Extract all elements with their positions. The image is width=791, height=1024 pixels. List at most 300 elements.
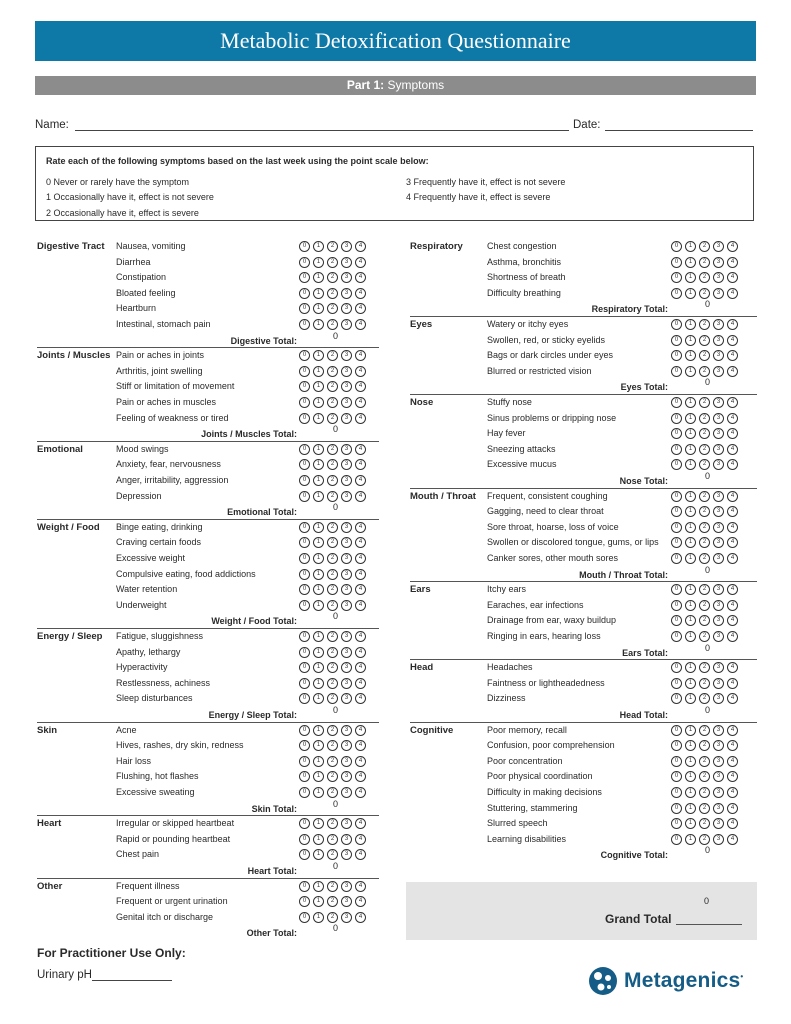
rating-option-2[interactable]: 2 [699,740,710,751]
rating-option-1[interactable]: 1 [313,647,324,658]
rating-option-2[interactable]: 2 [327,756,338,767]
rating-option-1[interactable]: 1 [313,662,324,673]
rating-option-4[interactable]: 4 [727,600,738,611]
rating-option-1[interactable]: 1 [313,350,324,361]
rating-option-4[interactable]: 4 [355,459,366,470]
rating-option-0[interactable]: 0 [299,725,310,736]
rating-option-4[interactable]: 4 [355,319,366,330]
rating-option-3[interactable]: 3 [713,553,724,564]
rating-option-4[interactable]: 4 [727,693,738,704]
rating-option-2[interactable]: 2 [699,537,710,548]
rating-option-1[interactable]: 1 [685,537,696,548]
rating-option-4[interactable]: 4 [727,335,738,346]
rating-option-1[interactable]: 1 [313,303,324,314]
rating-option-2[interactable]: 2 [699,272,710,283]
rating-option-2[interactable]: 2 [699,241,710,252]
rating-option-3[interactable]: 3 [341,569,352,580]
rating-option-1[interactable]: 1 [685,584,696,595]
rating-option-0[interactable]: 0 [671,428,682,439]
rating-option-4[interactable]: 4 [355,257,366,268]
rating-option-3[interactable]: 3 [713,725,724,736]
rating-option-1[interactable]: 1 [685,553,696,564]
rating-option-4[interactable]: 4 [727,459,738,470]
rating-option-0[interactable]: 0 [299,397,310,408]
rating-option-3[interactable]: 3 [341,319,352,330]
rating-option-1[interactable]: 1 [685,600,696,611]
rating-option-2[interactable]: 2 [699,257,710,268]
rating-option-0[interactable]: 0 [671,553,682,564]
rating-option-2[interactable]: 2 [327,693,338,704]
rating-option-2[interactable]: 2 [327,537,338,548]
rating-option-1[interactable]: 1 [685,366,696,377]
rating-option-3[interactable]: 3 [713,428,724,439]
rating-option-1[interactable]: 1 [685,319,696,330]
rating-option-3[interactable]: 3 [341,849,352,860]
rating-option-4[interactable]: 4 [727,771,738,782]
rating-option-3[interactable]: 3 [341,787,352,798]
rating-option-4[interactable]: 4 [355,241,366,252]
rating-option-4[interactable]: 4 [355,631,366,642]
rating-option-1[interactable]: 1 [313,475,324,486]
rating-option-4[interactable]: 4 [727,818,738,829]
rating-option-0[interactable]: 0 [671,319,682,330]
rating-option-2[interactable]: 2 [327,584,338,595]
rating-option-2[interactable]: 2 [327,475,338,486]
rating-option-4[interactable]: 4 [355,288,366,299]
rating-option-2[interactable]: 2 [327,569,338,580]
rating-option-0[interactable]: 0 [671,740,682,751]
rating-option-1[interactable]: 1 [685,257,696,268]
rating-option-0[interactable]: 0 [299,834,310,845]
rating-option-3[interactable]: 3 [341,662,352,673]
rating-option-4[interactable]: 4 [727,584,738,595]
rating-option-3[interactable]: 3 [713,335,724,346]
rating-option-1[interactable]: 1 [685,506,696,517]
rating-option-2[interactable]: 2 [699,725,710,736]
rating-option-0[interactable]: 0 [671,818,682,829]
rating-option-4[interactable]: 4 [727,787,738,798]
rating-option-2[interactable]: 2 [327,725,338,736]
rating-option-4[interactable]: 4 [355,896,366,907]
rating-option-3[interactable]: 3 [341,600,352,611]
rating-option-3[interactable]: 3 [713,257,724,268]
rating-option-1[interactable]: 1 [313,834,324,845]
rating-option-4[interactable]: 4 [355,787,366,798]
rating-option-2[interactable]: 2 [699,615,710,626]
rating-option-3[interactable]: 3 [341,475,352,486]
rating-option-3[interactable]: 3 [341,881,352,892]
rating-option-2[interactable]: 2 [327,491,338,502]
rating-option-1[interactable]: 1 [313,366,324,377]
rating-option-2[interactable]: 2 [699,631,710,642]
rating-option-1[interactable]: 1 [313,444,324,455]
rating-option-3[interactable]: 3 [341,491,352,502]
rating-option-3[interactable]: 3 [713,803,724,814]
rating-option-4[interactable]: 4 [727,397,738,408]
rating-option-1[interactable]: 1 [313,569,324,580]
rating-option-2[interactable]: 2 [699,803,710,814]
rating-option-3[interactable]: 3 [341,678,352,689]
rating-option-3[interactable]: 3 [713,584,724,595]
rating-option-0[interactable]: 0 [299,366,310,377]
rating-option-4[interactable]: 4 [355,444,366,455]
rating-option-3[interactable]: 3 [341,366,352,377]
rating-option-0[interactable]: 0 [299,553,310,564]
rating-option-4[interactable]: 4 [355,350,366,361]
rating-option-1[interactable]: 1 [313,771,324,782]
rating-option-2[interactable]: 2 [327,818,338,829]
rating-option-3[interactable]: 3 [341,397,352,408]
rating-option-0[interactable]: 0 [299,849,310,860]
rating-option-0[interactable]: 0 [299,459,310,470]
rating-option-4[interactable]: 4 [727,288,738,299]
rating-option-0[interactable]: 0 [299,818,310,829]
rating-option-2[interactable]: 2 [327,257,338,268]
rating-option-0[interactable]: 0 [299,787,310,798]
rating-option-1[interactable]: 1 [313,740,324,751]
rating-option-2[interactable]: 2 [699,397,710,408]
rating-option-2[interactable]: 2 [327,366,338,377]
rating-option-0[interactable]: 0 [671,272,682,283]
rating-option-4[interactable]: 4 [355,366,366,377]
rating-option-4[interactable]: 4 [727,241,738,252]
rating-option-2[interactable]: 2 [699,834,710,845]
rating-option-2[interactable]: 2 [699,506,710,517]
rating-option-0[interactable]: 0 [671,444,682,455]
rating-option-2[interactable]: 2 [699,366,710,377]
rating-option-4[interactable]: 4 [355,647,366,658]
rating-option-2[interactable]: 2 [327,849,338,860]
rating-option-3[interactable]: 3 [341,413,352,424]
rating-option-2[interactable]: 2 [327,600,338,611]
rating-option-0[interactable]: 0 [671,584,682,595]
rating-option-2[interactable]: 2 [327,740,338,751]
rating-option-4[interactable]: 4 [355,693,366,704]
rating-option-2[interactable]: 2 [699,428,710,439]
rating-option-0[interactable]: 0 [671,631,682,642]
rating-option-3[interactable]: 3 [341,771,352,782]
rating-option-3[interactable]: 3 [713,506,724,517]
rating-option-0[interactable]: 0 [299,444,310,455]
rating-option-0[interactable]: 0 [671,413,682,424]
urinary-ph-field[interactable] [92,980,172,981]
rating-option-2[interactable]: 2 [327,631,338,642]
rating-option-4[interactable]: 4 [727,740,738,751]
rating-option-4[interactable]: 4 [727,537,738,548]
rating-option-2[interactable]: 2 [327,834,338,845]
rating-option-3[interactable]: 3 [713,834,724,845]
rating-option-1[interactable]: 1 [313,459,324,470]
rating-option-2[interactable]: 2 [327,553,338,564]
rating-option-3[interactable]: 3 [713,756,724,767]
rating-option-4[interactable]: 4 [727,834,738,845]
rating-option-2[interactable]: 2 [327,678,338,689]
rating-option-0[interactable]: 0 [299,647,310,658]
rating-option-0[interactable]: 0 [299,350,310,361]
rating-option-2[interactable]: 2 [699,756,710,767]
rating-option-1[interactable]: 1 [313,678,324,689]
rating-option-3[interactable]: 3 [341,584,352,595]
rating-option-1[interactable]: 1 [685,740,696,751]
rating-option-1[interactable]: 1 [313,600,324,611]
rating-option-1[interactable]: 1 [313,912,324,923]
rating-option-2[interactable]: 2 [327,319,338,330]
rating-option-4[interactable]: 4 [355,881,366,892]
rating-option-3[interactable]: 3 [341,241,352,252]
rating-option-4[interactable]: 4 [727,725,738,736]
rating-option-0[interactable]: 0 [671,615,682,626]
rating-option-3[interactable]: 3 [713,740,724,751]
rating-option-1[interactable]: 1 [313,787,324,798]
rating-option-1[interactable]: 1 [313,896,324,907]
rating-option-0[interactable]: 0 [299,303,310,314]
rating-option-0[interactable]: 0 [671,506,682,517]
rating-option-4[interactable]: 4 [355,725,366,736]
rating-option-3[interactable]: 3 [713,631,724,642]
rating-option-4[interactable]: 4 [355,522,366,533]
grand-total-field[interactable] [676,924,742,925]
rating-option-1[interactable]: 1 [685,725,696,736]
rating-option-1[interactable]: 1 [313,397,324,408]
rating-option-1[interactable]: 1 [313,553,324,564]
rating-option-1[interactable]: 1 [313,584,324,595]
rating-option-3[interactable]: 3 [713,771,724,782]
rating-option-1[interactable]: 1 [685,241,696,252]
rating-option-3[interactable]: 3 [341,834,352,845]
rating-option-0[interactable]: 0 [671,600,682,611]
rating-option-4[interactable]: 4 [355,849,366,860]
rating-option-3[interactable]: 3 [713,272,724,283]
rating-option-3[interactable]: 3 [713,366,724,377]
rating-option-1[interactable]: 1 [685,662,696,673]
rating-option-1[interactable]: 1 [313,491,324,502]
rating-option-1[interactable]: 1 [685,444,696,455]
rating-option-1[interactable]: 1 [685,522,696,533]
rating-option-4[interactable]: 4 [355,771,366,782]
rating-option-0[interactable]: 0 [299,584,310,595]
rating-option-3[interactable]: 3 [713,818,724,829]
rating-option-1[interactable]: 1 [685,459,696,470]
rating-option-1[interactable]: 1 [685,631,696,642]
rating-option-3[interactable]: 3 [713,600,724,611]
rating-option-4[interactable]: 4 [727,413,738,424]
rating-option-1[interactable]: 1 [685,413,696,424]
rating-option-0[interactable]: 0 [299,693,310,704]
rating-option-3[interactable]: 3 [341,272,352,283]
rating-option-0[interactable]: 0 [299,756,310,767]
rating-option-1[interactable]: 1 [685,615,696,626]
rating-option-1[interactable]: 1 [313,631,324,642]
rating-option-2[interactable]: 2 [699,491,710,502]
rating-option-4[interactable]: 4 [727,522,738,533]
rating-option-2[interactable]: 2 [699,522,710,533]
rating-option-2[interactable]: 2 [699,459,710,470]
rating-option-4[interactable]: 4 [355,584,366,595]
rating-option-2[interactable]: 2 [327,459,338,470]
rating-option-3[interactable]: 3 [713,444,724,455]
rating-option-0[interactable]: 0 [671,693,682,704]
rating-option-2[interactable]: 2 [327,647,338,658]
rating-option-4[interactable]: 4 [727,428,738,439]
rating-option-3[interactable]: 3 [713,397,724,408]
rating-option-3[interactable]: 3 [341,818,352,829]
rating-option-1[interactable]: 1 [685,693,696,704]
rating-option-0[interactable]: 0 [299,912,310,923]
rating-option-1[interactable]: 1 [313,693,324,704]
rating-option-1[interactable]: 1 [685,771,696,782]
rating-option-0[interactable]: 0 [671,537,682,548]
rating-option-2[interactable]: 2 [327,413,338,424]
rating-option-4[interactable]: 4 [727,631,738,642]
rating-option-4[interactable]: 4 [355,662,366,673]
rating-option-0[interactable]: 0 [299,257,310,268]
rating-option-0[interactable]: 0 [299,319,310,330]
rating-option-1[interactable]: 1 [685,756,696,767]
rating-option-0[interactable]: 0 [299,381,310,392]
rating-option-1[interactable]: 1 [685,491,696,502]
rating-option-4[interactable]: 4 [355,740,366,751]
rating-option-1[interactable]: 1 [313,725,324,736]
rating-option-3[interactable]: 3 [713,319,724,330]
rating-option-0[interactable]: 0 [299,272,310,283]
rating-option-2[interactable]: 2 [699,319,710,330]
rating-option-3[interactable]: 3 [341,350,352,361]
rating-option-2[interactable]: 2 [699,693,710,704]
rating-option-4[interactable]: 4 [727,257,738,268]
rating-option-3[interactable]: 3 [341,756,352,767]
rating-option-0[interactable]: 0 [299,662,310,673]
rating-option-4[interactable]: 4 [727,491,738,502]
rating-option-0[interactable]: 0 [671,366,682,377]
rating-option-4[interactable]: 4 [355,678,366,689]
rating-option-3[interactable]: 3 [713,537,724,548]
rating-option-1[interactable]: 1 [685,787,696,798]
rating-option-3[interactable]: 3 [713,522,724,533]
rating-option-2[interactable]: 2 [699,771,710,782]
rating-option-3[interactable]: 3 [341,631,352,642]
rating-option-2[interactable]: 2 [699,818,710,829]
rating-option-3[interactable]: 3 [341,459,352,470]
rating-option-2[interactable]: 2 [327,896,338,907]
rating-option-0[interactable]: 0 [671,491,682,502]
rating-option-2[interactable]: 2 [327,241,338,252]
rating-option-3[interactable]: 3 [713,241,724,252]
rating-option-3[interactable]: 3 [341,381,352,392]
rating-option-3[interactable]: 3 [341,740,352,751]
rating-option-3[interactable]: 3 [713,350,724,361]
rating-option-4[interactable]: 4 [727,444,738,455]
rating-option-1[interactable]: 1 [685,803,696,814]
rating-option-3[interactable]: 3 [341,257,352,268]
rating-option-1[interactable]: 1 [313,272,324,283]
rating-option-3[interactable]: 3 [713,678,724,689]
rating-option-4[interactable]: 4 [355,537,366,548]
rating-option-0[interactable]: 0 [671,335,682,346]
rating-option-1[interactable]: 1 [313,288,324,299]
rating-option-3[interactable]: 3 [713,288,724,299]
rating-option-0[interactable]: 0 [671,350,682,361]
rating-option-2[interactable]: 2 [699,553,710,564]
rating-option-2[interactable]: 2 [699,600,710,611]
rating-option-4[interactable]: 4 [727,506,738,517]
rating-option-2[interactable]: 2 [327,881,338,892]
rating-option-2[interactable]: 2 [327,787,338,798]
rating-option-2[interactable]: 2 [327,444,338,455]
rating-option-4[interactable]: 4 [355,553,366,564]
rating-option-4[interactable]: 4 [355,397,366,408]
rating-option-3[interactable]: 3 [713,787,724,798]
rating-option-2[interactable]: 2 [327,288,338,299]
rating-option-1[interactable]: 1 [313,818,324,829]
rating-option-2[interactable]: 2 [699,444,710,455]
rating-option-1[interactable]: 1 [685,818,696,829]
rating-option-1[interactable]: 1 [685,350,696,361]
rating-option-1[interactable]: 1 [313,257,324,268]
rating-option-0[interactable]: 0 [671,834,682,845]
rating-option-2[interactable]: 2 [699,288,710,299]
rating-option-4[interactable]: 4 [355,413,366,424]
rating-option-4[interactable]: 4 [727,615,738,626]
rating-option-4[interactable]: 4 [727,756,738,767]
rating-option-0[interactable]: 0 [299,569,310,580]
rating-option-4[interactable]: 4 [355,272,366,283]
rating-option-1[interactable]: 1 [313,537,324,548]
rating-option-4[interactable]: 4 [355,600,366,611]
rating-option-3[interactable]: 3 [341,303,352,314]
rating-option-2[interactable]: 2 [327,912,338,923]
rating-option-2[interactable]: 2 [327,771,338,782]
rating-option-1[interactable]: 1 [313,756,324,767]
rating-option-2[interactable]: 2 [327,381,338,392]
rating-option-2[interactable]: 2 [699,335,710,346]
rating-option-1[interactable]: 1 [685,288,696,299]
rating-option-3[interactable]: 3 [341,647,352,658]
rating-option-0[interactable]: 0 [671,662,682,673]
rating-option-3[interactable]: 3 [341,693,352,704]
rating-option-3[interactable]: 3 [341,537,352,548]
rating-option-1[interactable]: 1 [313,413,324,424]
rating-option-4[interactable]: 4 [727,319,738,330]
rating-option-4[interactable]: 4 [355,756,366,767]
rating-option-2[interactable]: 2 [699,662,710,673]
rating-option-3[interactable]: 3 [341,522,352,533]
rating-option-1[interactable]: 1 [685,335,696,346]
rating-option-0[interactable]: 0 [299,491,310,502]
rating-option-3[interactable]: 3 [341,896,352,907]
date-field[interactable] [605,130,753,131]
rating-option-3[interactable]: 3 [713,615,724,626]
rating-option-0[interactable]: 0 [299,537,310,548]
rating-option-0[interactable]: 0 [299,631,310,642]
rating-option-4[interactable]: 4 [355,569,366,580]
rating-option-0[interactable]: 0 [299,896,310,907]
rating-option-2[interactable]: 2 [699,350,710,361]
rating-option-2[interactable]: 2 [327,350,338,361]
rating-option-4[interactable]: 4 [355,912,366,923]
rating-option-1[interactable]: 1 [685,834,696,845]
rating-option-0[interactable]: 0 [671,771,682,782]
rating-option-3[interactable]: 3 [713,662,724,673]
rating-option-0[interactable]: 0 [671,241,682,252]
rating-option-0[interactable]: 0 [671,756,682,767]
rating-option-1[interactable]: 1 [685,678,696,689]
rating-option-2[interactable]: 2 [327,397,338,408]
rating-option-4[interactable]: 4 [355,834,366,845]
rating-option-0[interactable]: 0 [671,725,682,736]
rating-option-0[interactable]: 0 [671,397,682,408]
rating-option-0[interactable]: 0 [671,522,682,533]
rating-option-0[interactable]: 0 [671,787,682,798]
